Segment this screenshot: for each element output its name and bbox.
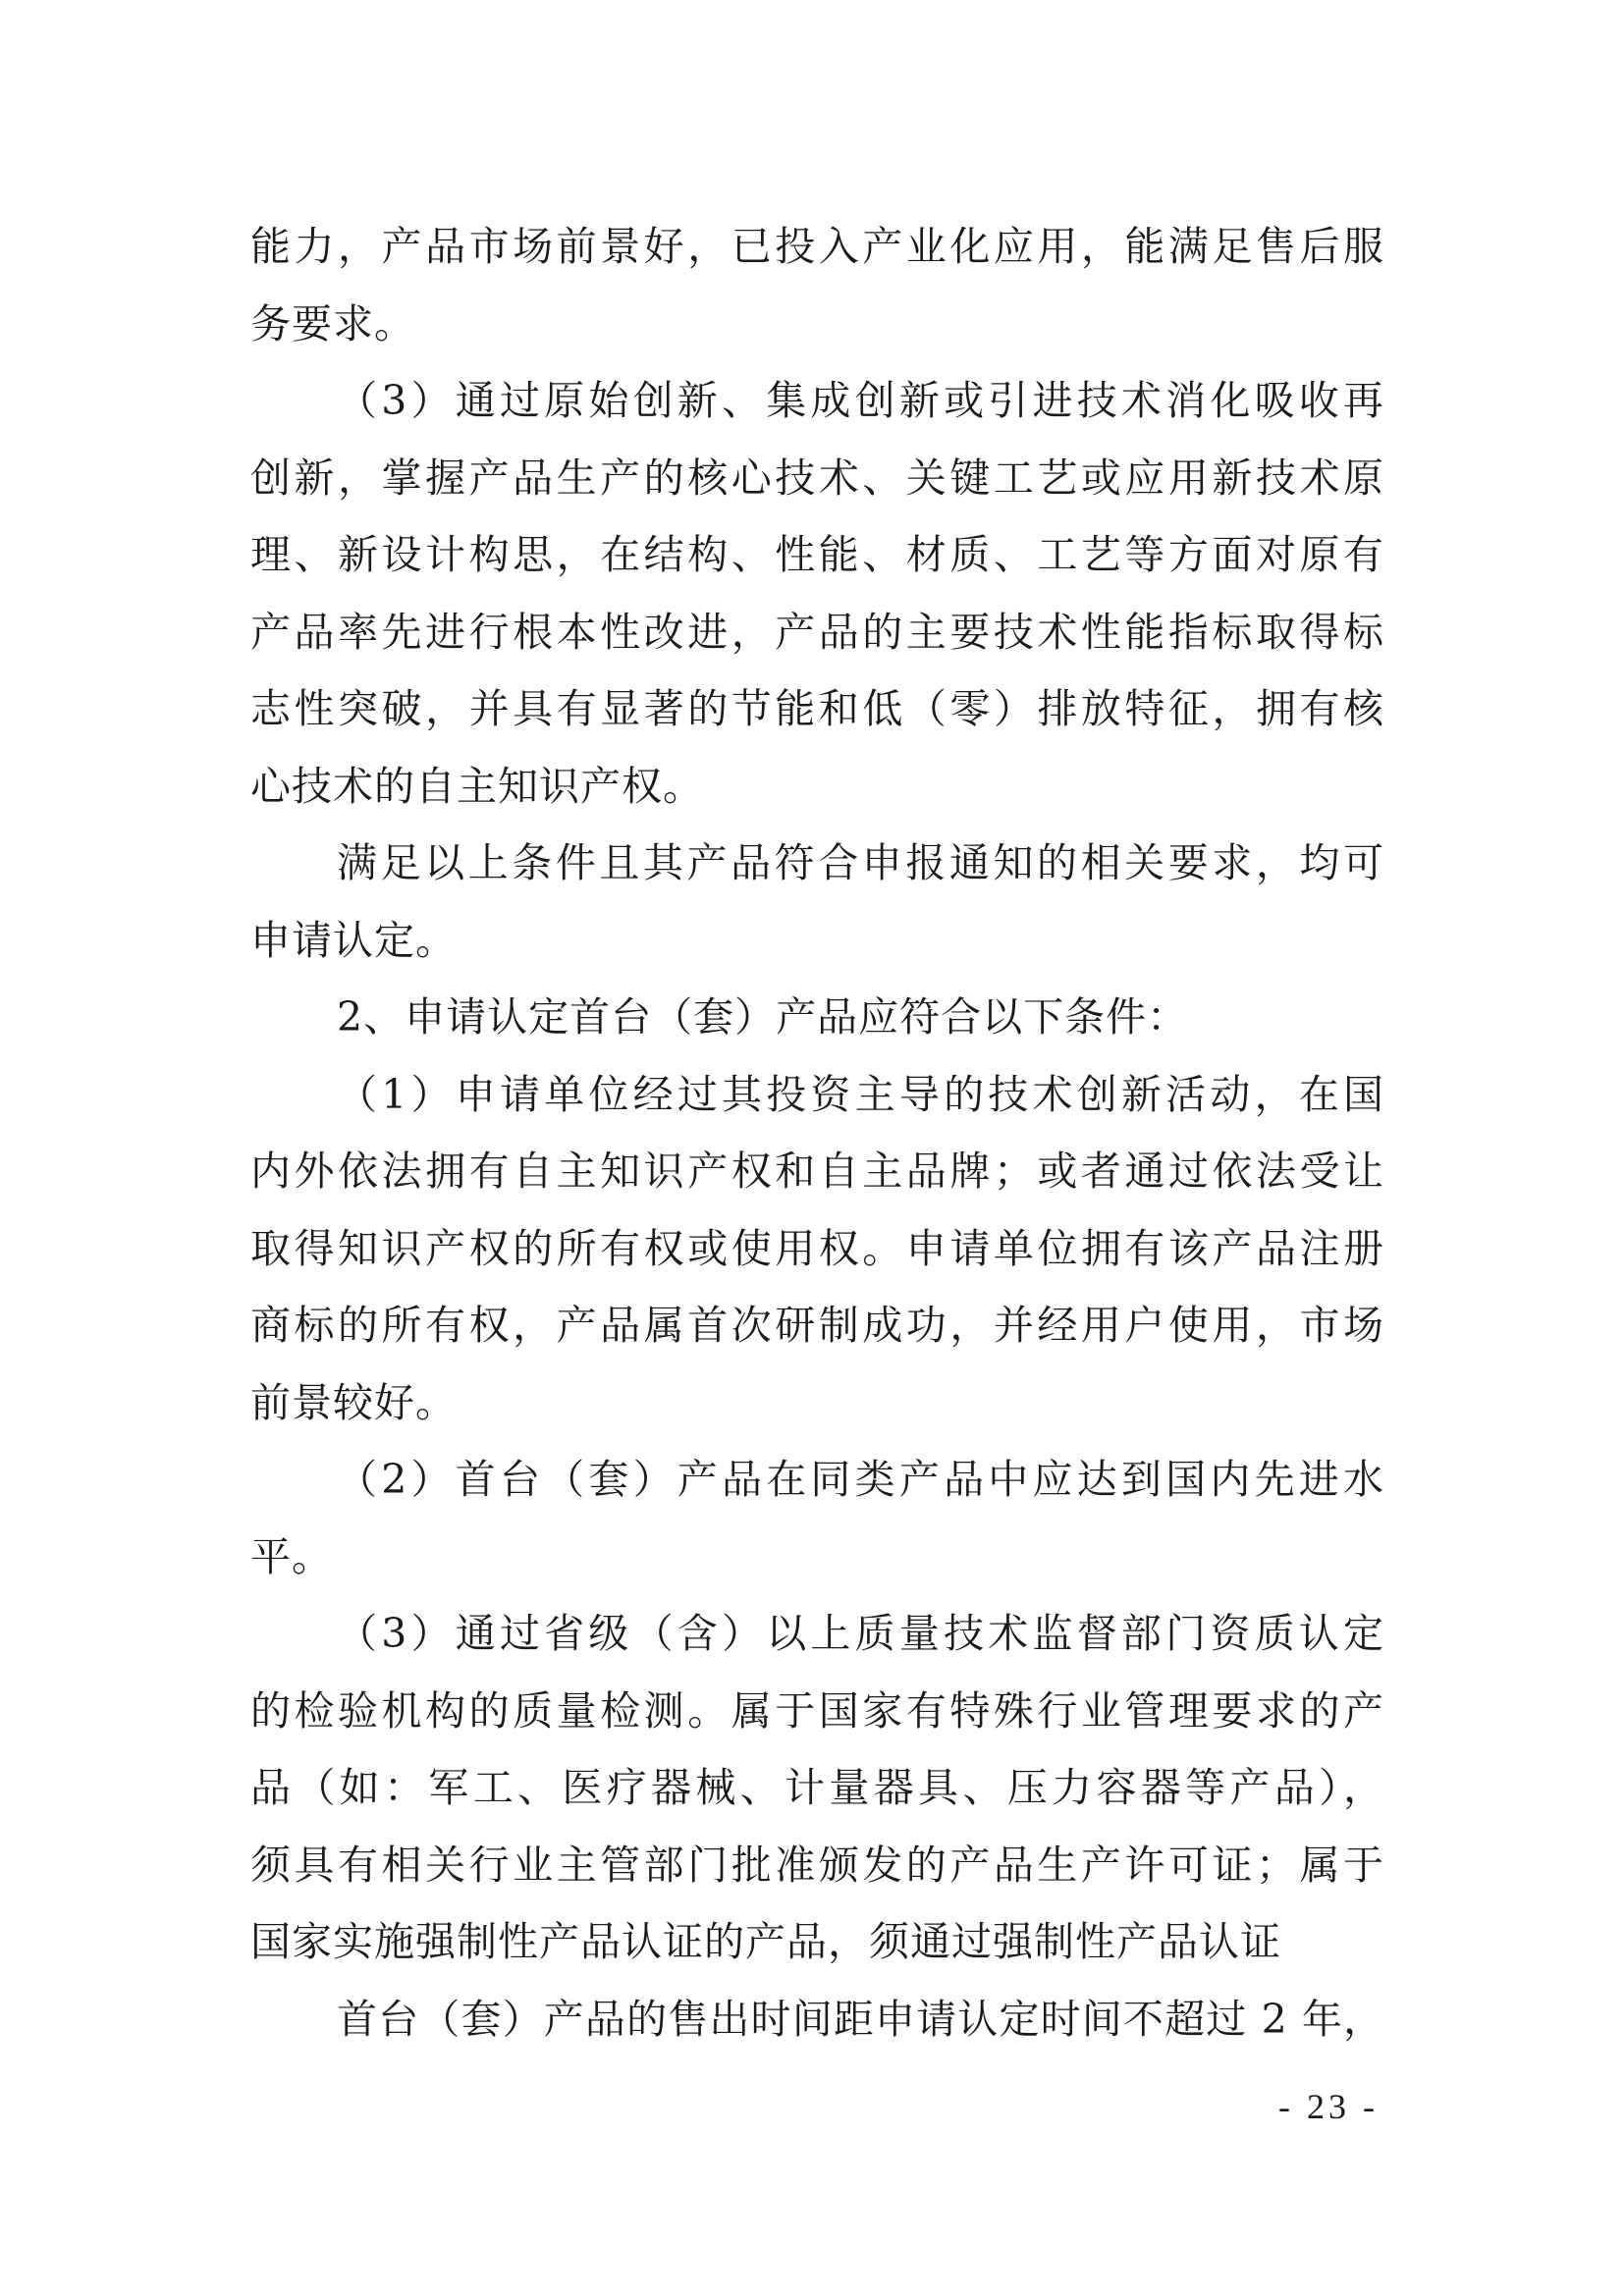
text-line: 理、新设计构思，在结构、性能、材质、工艺等方面对原有 — [250, 531, 1384, 578]
text-line: 平。 — [250, 1532, 333, 1580]
text-line: 心技术的自主知识产权。 — [250, 762, 704, 810]
text-line: 2、申请认定首台（套）产品应符合以下条件： — [337, 993, 1189, 1041]
text-line: （3）通过省级（含）以上质量技术监督部门资质认定 — [337, 1610, 1384, 1657]
text-line: 内外依法拥有自主知识产权和自主品牌；或者通过依法受让 — [250, 1148, 1384, 1195]
text-line: 商标的所有权，产品属首次研制成功，并经用户使用，市场 — [250, 1302, 1384, 1349]
text-line: 满足以上条件且其产品符合申报通知的相关要求，均可 — [337, 839, 1384, 886]
text-line: 品（如：军工、医疗器械、计量器具、压力容器等产品）， — [250, 1764, 1384, 1811]
text-line: 志性突破，并具有显著的节能和低（零）排放特征，拥有核 — [250, 685, 1384, 732]
text-line: （2）首台（套）产品在同类产品中应达到国内先进水 — [337, 1456, 1384, 1503]
page-number: - 23 - — [1278, 2087, 1379, 2126]
text-line: 国家实施强制性产品认证的产品，须通过强制性产品认证 — [250, 1918, 1281, 1965]
text-line: 能力，产品市场前景好，已投入产业化应用，能满足售后服 — [250, 223, 1384, 270]
text-line: 的检验机构的质量检测。属于国家有特殊行业管理要求的产 — [250, 1686, 1384, 1735]
text-line: 创新，掌握产品生产的核心技术、关键工艺或应用新技术原 — [250, 454, 1384, 502]
text-line: 须具有相关行业主管部门批准颁发的产品生产许可证；属于 — [250, 1841, 1384, 1889]
text-line: 前景较好。 — [250, 1378, 457, 1426]
text-line: 首台（套）产品的售出时间距申请认定时间不超过 2 年， — [337, 1995, 1384, 2043]
text-line: 务要求。 — [250, 299, 415, 347]
text-line: 申请认定。 — [250, 916, 457, 964]
text-line: 取得知识产权的所有权或使用权。申请单位拥有该产品注册 — [250, 1224, 1384, 1272]
text-line: （3）通过原始创新、集成创新或引进技术消化吸收再 — [337, 377, 1384, 424]
text-line: （1）申请单位经过其投资主导的技术创新活动，在国 — [337, 1070, 1384, 1118]
text-line: 产品率先进行根本性改进，产品的主要技术性能指标取得标 — [250, 608, 1384, 656]
body-text — [250, 208, 1384, 2057]
